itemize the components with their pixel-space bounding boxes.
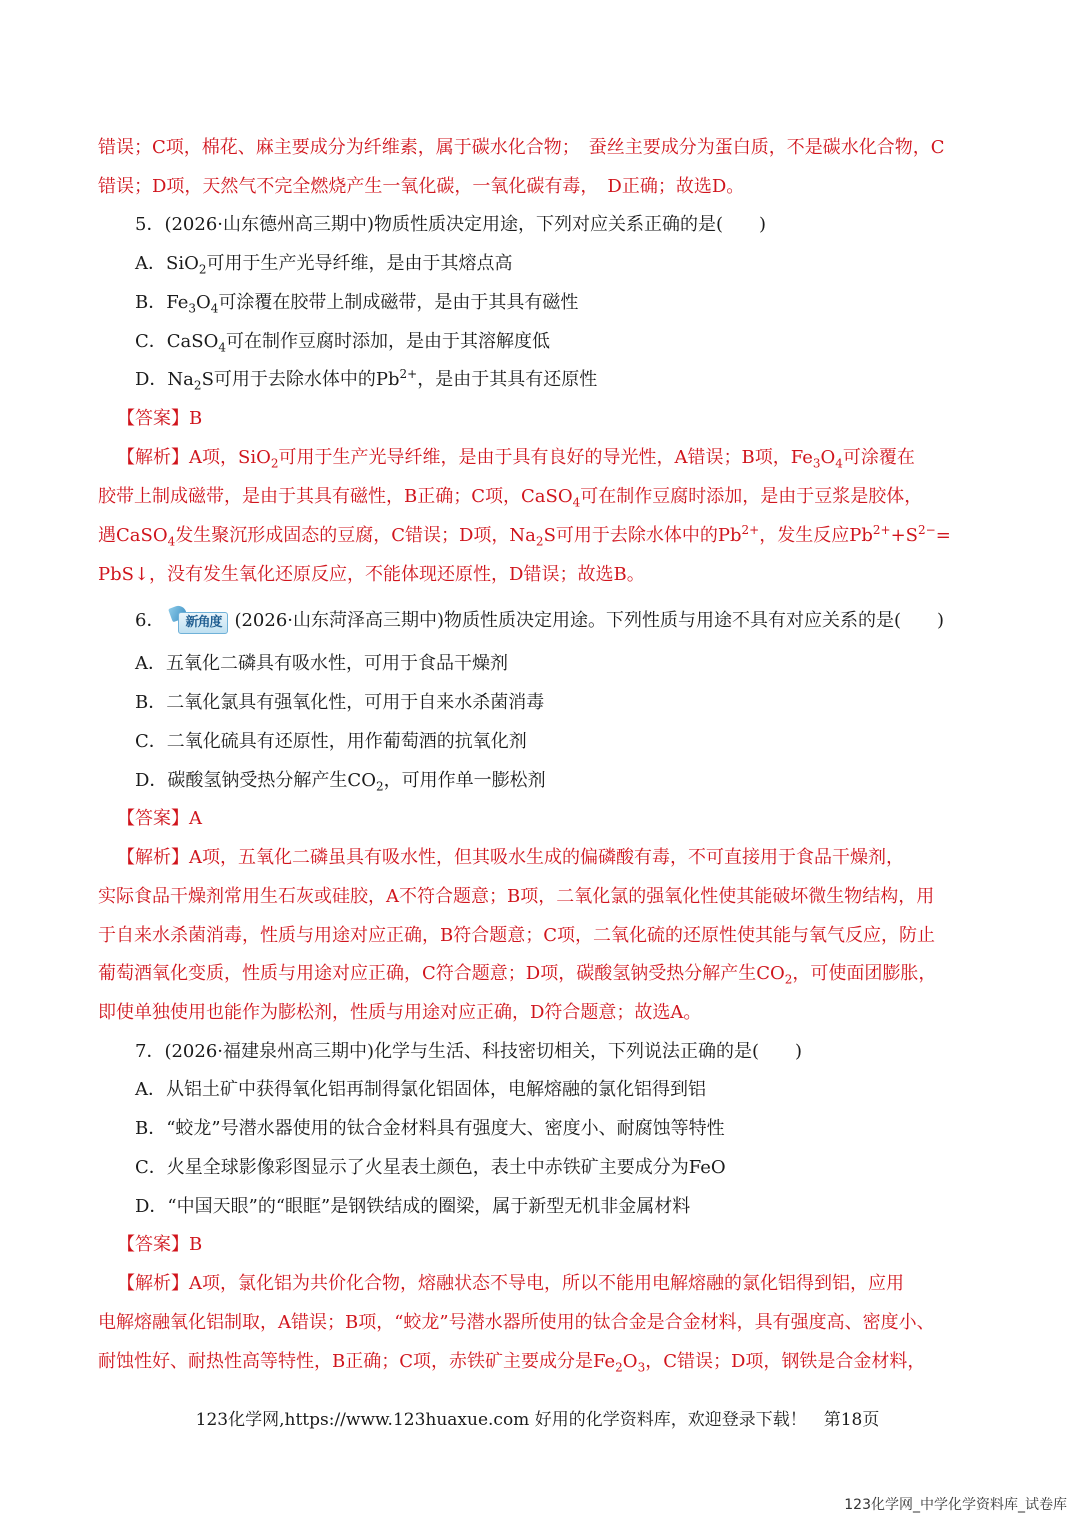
- text-line: 错误；D项，天然气不完全燃烧产生一氧化碳，一氧化碳有毒， D正确；故选D。: [98, 176, 745, 197]
- option-7d: D．“中国天眼”的“眼眶”是钢铁结成的圈梁，属于新型无机非金属材料: [135, 1196, 691, 1217]
- text-line: 电解熔融氧化铝制取，A错误；B项，“蛟龙”号潜水器所使用的钛合金是合金材料，具有强度高、密度小、: [98, 1312, 935, 1333]
- option-5c: C．CaSO$_4$可在制作豆腐时添加，是由于其溶解度低: [135, 331, 551, 355]
- option-7c: C．火星全球影像彩图显示了火星表土颜色，表土中赤铁矿主要成分为FeO: [135, 1157, 726, 1178]
- text-line: 胶带上制成磁带，是由于其具有磁性，B正确；C项，CaSO$_4$可在制作豆腐时添加，是由于豆浆是胶体，: [98, 486, 923, 510]
- answer-6: 【答案】A: [117, 808, 202, 829]
- analysis-5: 【解析】A项，SiO$_2$可用于生产光导纤维，是由于具有良好的导光性，A错误；B项，$Fe_3O_4$可涂覆在: [117, 447, 915, 471]
- answer-7: 【答案】B: [117, 1234, 203, 1255]
- question-5: 5．(2026·山东德州高三期中)物质性质决定用途，下列对应关系正确的是( ): [135, 214, 767, 235]
- text-line: PbS↓，没有发生氧化还原反应，不能体现还原性，D错误；故选B。: [98, 564, 645, 585]
- text-line: 即使单独使用也能作为膨松剂，性质与用途对应正确，D符合题意；故选A。: [98, 1002, 702, 1023]
- option-5a: A．SiO$_2$可用于生产光导纤维，是由于其熔点高: [135, 253, 513, 277]
- analysis-6: 【解析】A项，五氧化二磷虽具有吸水性，但其吸水生成的偏磷酸有毒，不可直接用于食品干燥剂，: [117, 847, 904, 868]
- new-angle-badge-icon: 新角度: [170, 606, 228, 632]
- analysis-7: 【解析】A项，氯化铝为共价化合物，熔融状态不导电，所以不能用电解熔融的氯化铝得到铝，应用: [117, 1273, 904, 1294]
- text-line: 葡萄酒氧化变质，性质与用途对应正确，C符合题意；D项，碳酸氢钠受热分解产生$CO_2$，可使面团膨胀，: [98, 963, 937, 987]
- text-line: 遇CaSO$_4$发生聚沉形成固态的豆腐，C错误；D项，$Na_2S$可用于去除水体中的$Pb^{2+}$，发生反应$Pb^{2+}+S^{2-}=$: [98, 523, 951, 549]
- answer-5: 【答案】B: [117, 408, 203, 429]
- option-6c: C．二氧化硫具有还原性，用作葡萄酒的抗氧化剂: [135, 731, 527, 752]
- option-6b: B．二氧化氯具有强氧化性，可用于自来水杀菌消毒: [135, 692, 545, 713]
- option-6d: D．碳酸氢钠受热分解产生$CO_2$，可用作单一膨松剂: [135, 770, 546, 794]
- text-line: 实际食品干燥剂常用生石灰或硅胶，A不符合题意；B项，二氧化氯的强氧化性使其能破坏微生物结构，用: [98, 886, 935, 907]
- text-line: 耐蚀性好、耐热性高等特性，B正确；C项，赤铁矿主要成分是$Fe_2O_3$，C错误；D项，钢铁是合金材料，: [98, 1351, 926, 1375]
- option-6a: A．五氧化二磷具有吸水性，可用于食品干燥剂: [135, 653, 508, 674]
- option-5d: D．$Na_2S$可用于去除水体中的$Pb^{2+}$，是由于其具有还原性: [135, 367, 598, 393]
- watermark-text: 123化学网_中学化学资料库_试卷库: [844, 1497, 1067, 1513]
- question-7: 7．(2026·福建泉州高三期中)化学与生活、科技密切相关，下列说法正确的是( ): [135, 1041, 803, 1062]
- option-7a: A．从铝土矿中获得氧化铝再制得氯化铝固体，电解熔融的氯化铝得到铝: [135, 1079, 706, 1100]
- option-7b: B．“蛟龙”号潜水器使用的钛合金材料具有强度大、密度小、耐腐蚀等特性: [135, 1118, 725, 1139]
- text-line: 错误；C项，棉花、麻主要成分为纤维素，属于碳水化合物； 蚕丝主要成分为蛋白质，不是碳水化合物，C: [98, 137, 945, 158]
- option-5b: B．$Fe_3O_4$可涂覆在胶带上制成磁带，是由于其具有磁性: [135, 292, 579, 316]
- page-footer: 123化学网,https://www.123huaxue.com 好用的化学资料库，欢迎登录下载！ 第18页: [195, 1410, 880, 1430]
- question-6: 6． 新角度 (2026·山东菏泽高三期中)物质性质决定用途。下列性质与用途不具有对应关系的是( ): [135, 606, 944, 633]
- text-line: 于自来水杀菌消毒，性质与用途对应正确，B符合题意；C项，二氧化硫的还原性使其能与氧气反应，防止: [98, 925, 935, 946]
